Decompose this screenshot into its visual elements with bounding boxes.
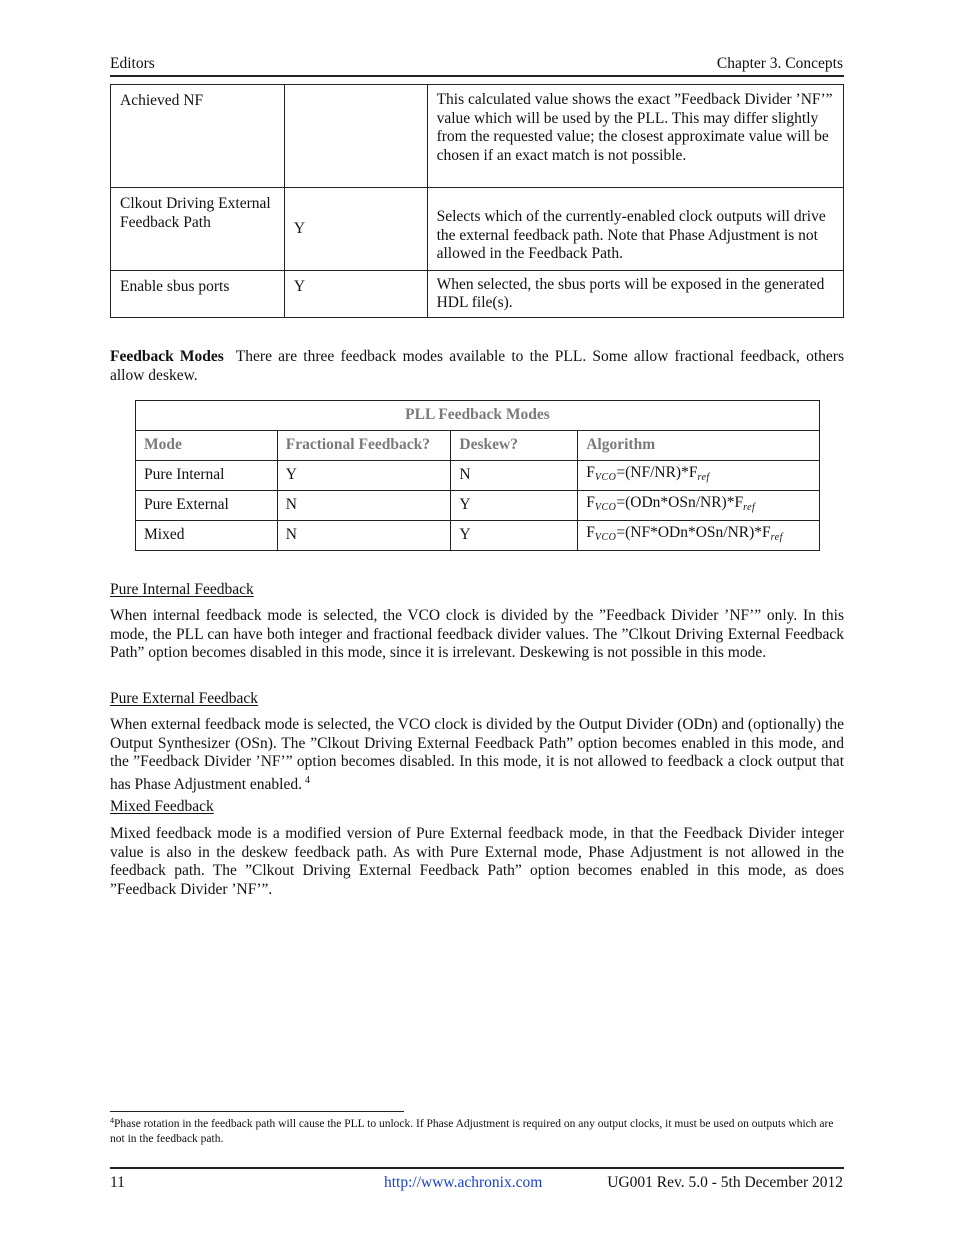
param-description-cell: When selected, the sbus ports will be exposed in the generated HDL file(s). <box>427 271 843 318</box>
param-description-cell: Selects which of the currently-enabled clock outputs will drive the external feedback path. Note that Phase Adjustment is not allowed in the Feedback Path. <box>427 188 843 271</box>
header-rule <box>110 75 844 77</box>
algorithm-cell: $F_{VCO}=(NF/NR)*F_{ref}$ <box>578 461 820 491</box>
mode-cell: Mixed <box>136 521 278 551</box>
mode-cell: Pure Internal <box>136 461 278 491</box>
fractional-cell: N <box>277 521 451 551</box>
section-heading-pure-external: Pure External Feedback <box>110 690 259 707</box>
section-paragraph-mixed: Mixed feedback mode is a modified version of Pure External feedback mode, in that the Feedback Divider integer value is also in the deskew feedback path. As with Pure External mode, Phase Adjustment is not allowed in the feedback path. The ”Clkout Driving External Feedback Path” option becomes enabled in this mode, as does ”Feedback Divider ’NF’”. <box>110 825 844 898</box>
parameters-table <box>110 84 844 318</box>
website-link[interactable]: http://www.achronix.com <box>384 1174 543 1191</box>
column-header-algorithm: Algorithm <box>578 431 820 461</box>
deskew-cell: Y <box>451 491 578 521</box>
column-header-fractional: Fractional Feedback? <box>277 431 451 461</box>
footnote <box>110 1114 844 1146</box>
footnote-text: Phase rotation in the feedback path will cause the PLL to unlock. If Phase Adjustment is required on any output clocks, it must be used on outputs which are not in the feedback path. <box>110 1118 834 1145</box>
page-number: 11 <box>110 1174 125 1191</box>
deskew-cell: N <box>451 461 578 491</box>
section-heading-mixed: Mixed Feedback <box>110 798 214 815</box>
table-caption: PLL Feedback Modes <box>136 401 820 431</box>
section-paragraph-pure-internal: When internal feedback mode is selected, the VCO clock is divided by the ”Feedback Divider ’NF’” only. In this mode, the PLL can have both integer and fractional feedback divider values. The ”Clkout Driving External Feedback Path” option becomes disabled in this mode, since it is irrelevant. Deskewing is not possible in this mode. <box>110 607 844 662</box>
column-header-deskew: Deskew? <box>451 431 578 461</box>
algorithm-cell: $F_{VCO}=(ODn*OSn/NR)*F_{ref}$ <box>578 491 820 521</box>
deskew-cell: Y <box>451 521 578 551</box>
mode-cell: Pure External <box>136 491 278 521</box>
table-row <box>136 491 820 521</box>
pll-feedback-modes-table <box>135 400 820 551</box>
algorithm-cell: $F_{VCO}=(NF*ODn*OSn/NR)*F_{ref}$ <box>578 521 820 551</box>
param-description-cell: This calculated value shows the exact ”Feedback Divider ’NF’” value which will be used by the PLL. This may differ slightly from the requested value; the closest approximate value will be chosen if an exact match is not possible. <box>427 85 843 188</box>
param-value-cell: Y <box>284 271 427 318</box>
param-name-cell: Clkout Driving External Feedback Path <box>111 188 285 271</box>
document-revision: UG001 Rev. 5.0 - 5th December 2012 <box>607 1174 843 1191</box>
running-header-left: Editors <box>110 55 155 72</box>
footer-rule <box>110 1167 844 1169</box>
table-row <box>136 461 820 491</box>
param-value-cell <box>284 85 427 188</box>
table-row <box>111 85 844 188</box>
footnote-mark: 4 <box>110 1116 114 1125</box>
table-header-row <box>136 431 820 461</box>
feedback-modes-paragraph <box>110 348 844 385</box>
section-heading-pure-internal: Pure Internal Feedback <box>110 581 254 598</box>
running-header-right: Chapter 3. Concepts <box>716 55 843 72</box>
param-value-cell: Y <box>284 188 427 271</box>
section-paragraph-pure-external: When external feedback mode is selected, the VCO clock is divided by the Output Divider (ODn) and (optionally) the Output Synthesizer (OSn). The ”Clkout Driving External Feedback Path” option becomes enabled in this mode, and the ”Feedback Divider ’NF’” option becomes disabled. In this mode, it is not allowed to feedback a clock output that has Phase Adjustment enabled. $^4$ <box>110 716 844 793</box>
fractional-cell: N <box>277 491 451 521</box>
table-row <box>111 188 844 271</box>
fractional-cell: Y <box>277 461 451 491</box>
param-name-cell: Achieved NF <box>111 85 285 188</box>
footnote-reference[interactable]: 4 <box>305 774 310 786</box>
column-header-mode: Mode <box>136 431 278 461</box>
table-row <box>136 521 820 551</box>
table-row <box>111 271 844 318</box>
feedback-modes-text: There are three feedback modes available to the PLL. Some allow fractional feedback, others allow deskew. <box>110 348 844 384</box>
param-name-cell: Enable sbus ports <box>111 271 285 318</box>
feedback-modes-label: Feedback Modes <box>110 348 224 365</box>
footnote-rule <box>110 1111 404 1112</box>
